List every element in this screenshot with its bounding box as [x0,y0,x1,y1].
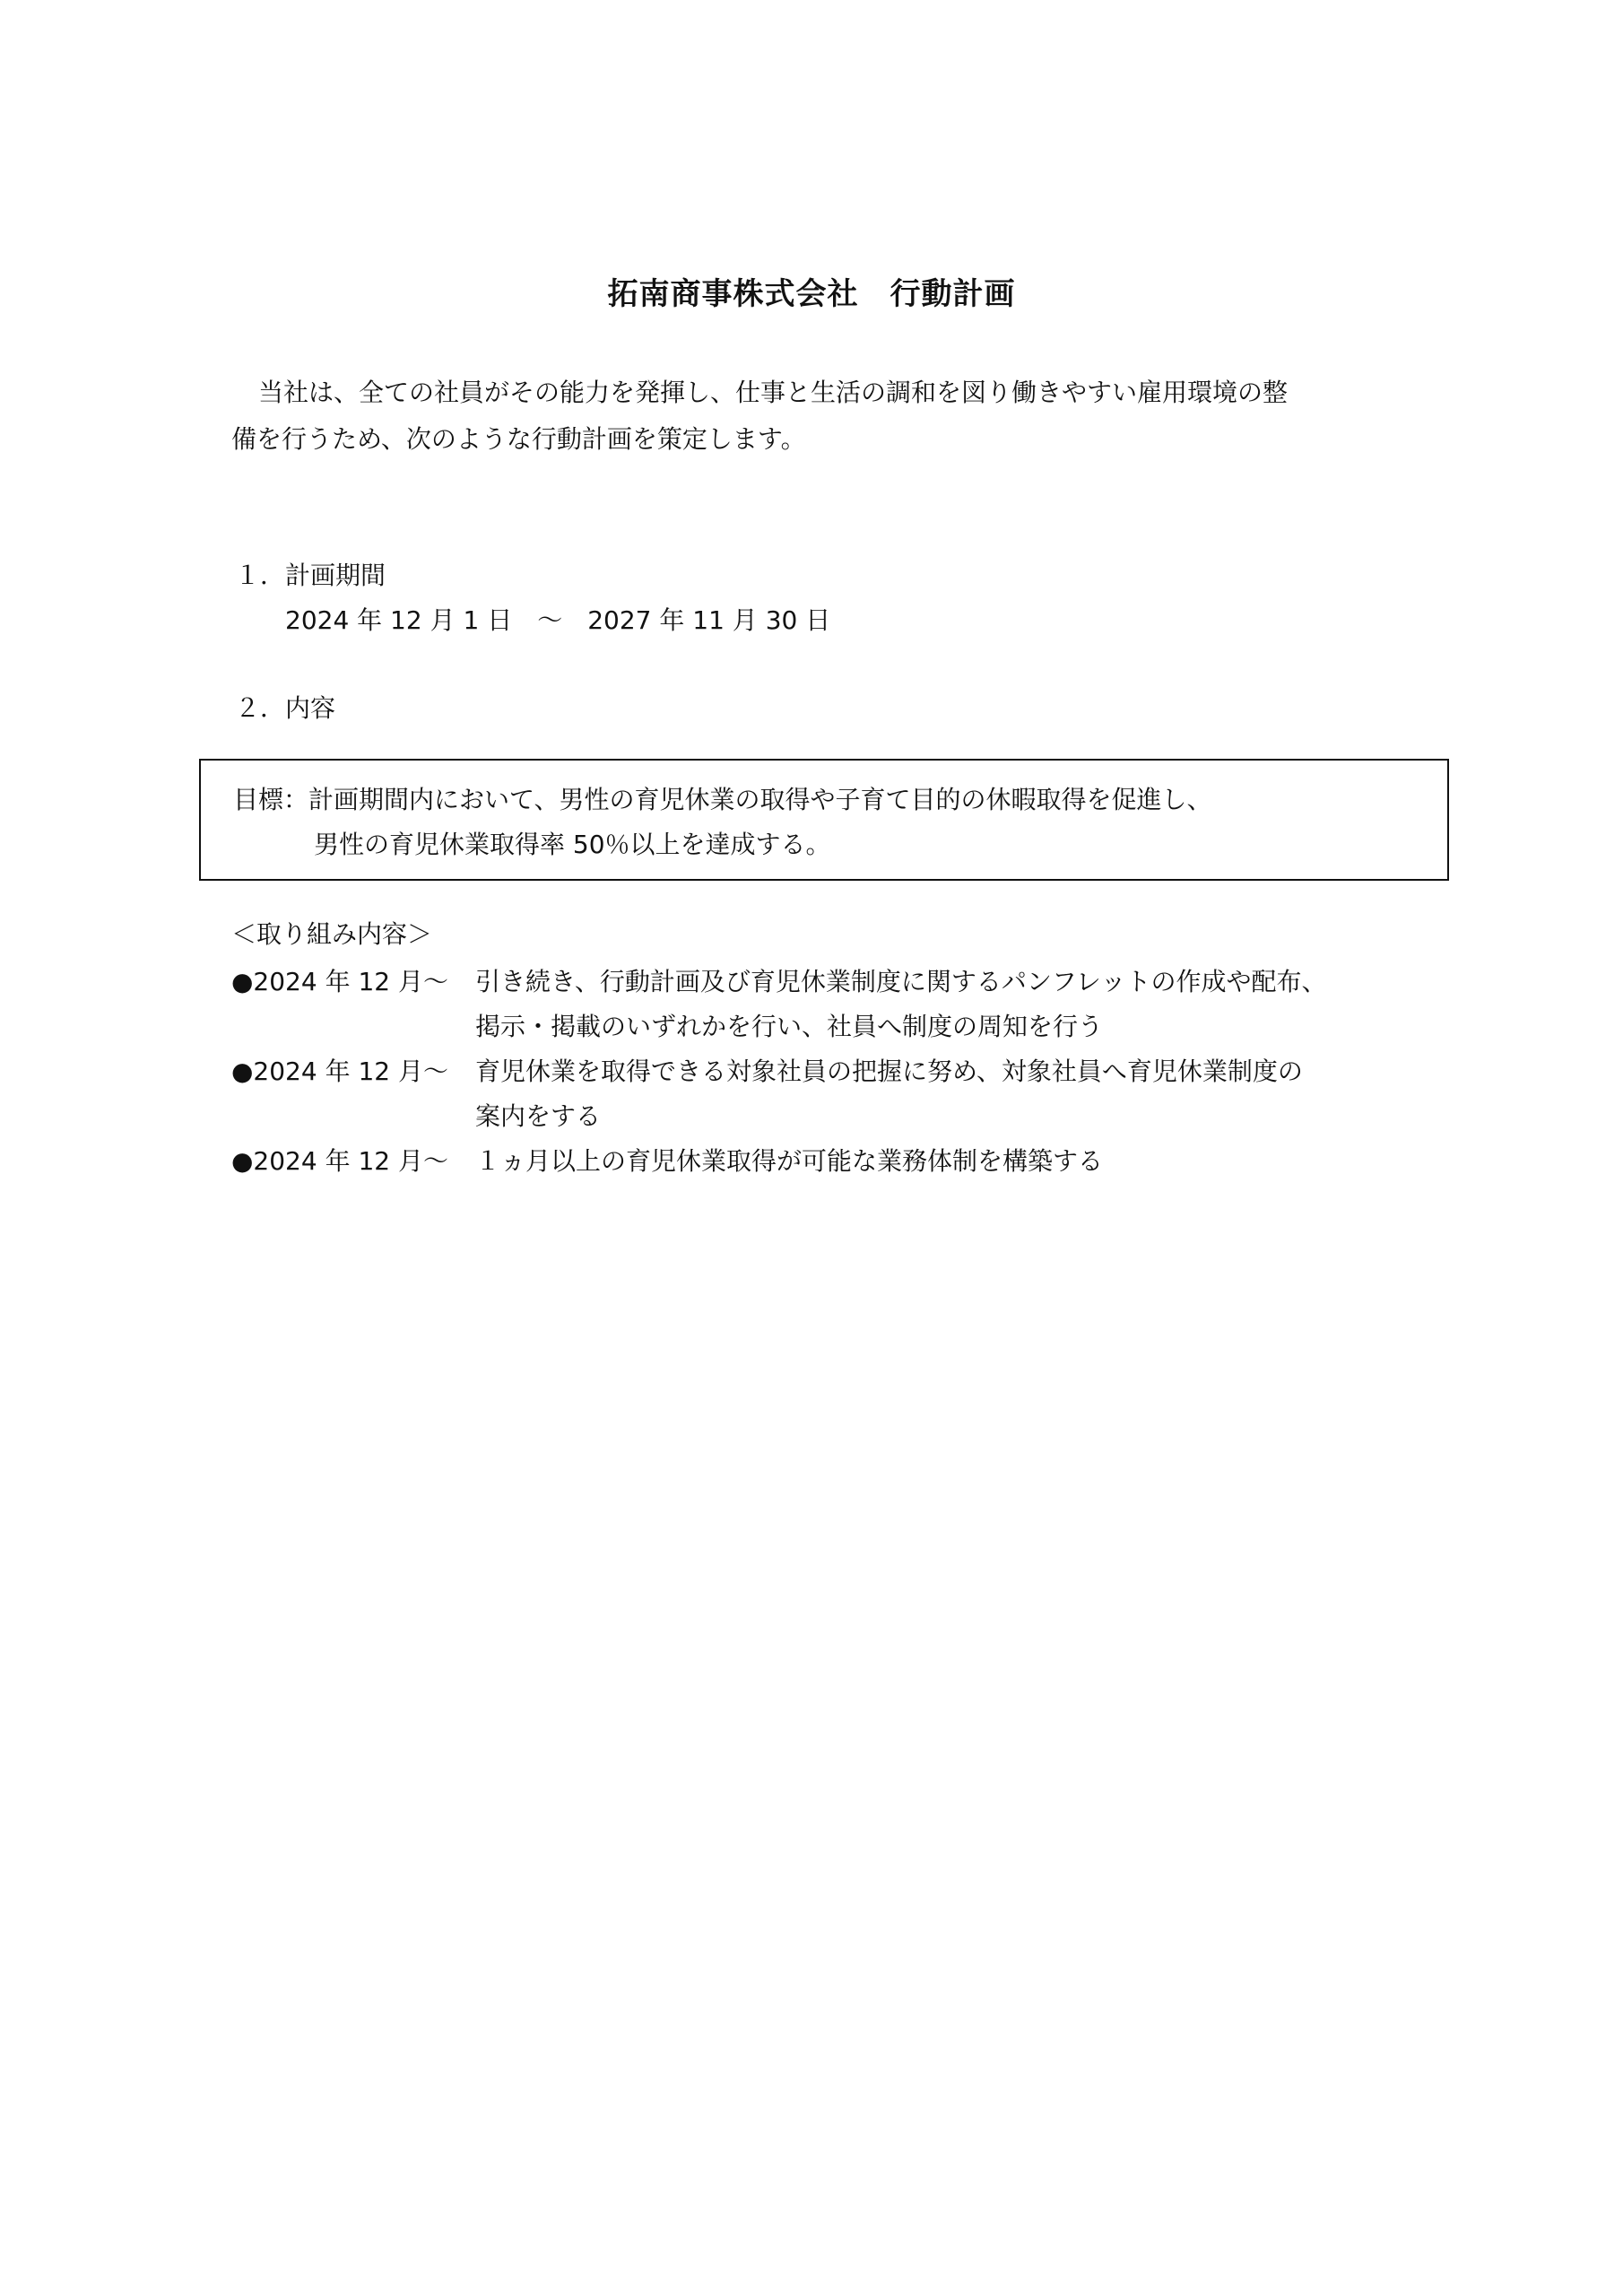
initiative-description [475,1049,1451,1139]
plan-period-text: 2024 年 12 月 1 日 ～ 2027 年 11 月 30 日 [285,605,831,635]
initiative-item [231,960,1451,1049]
intro-paragraph [231,370,1397,463]
initiative-date: ●2024 年 12 月～ [231,1146,449,1176]
section-content-heading: ２．内容 [235,693,336,723]
initiative-line: １ヵ月以上の育児休業取得が可能な業務体制を構築する [475,1146,1104,1176]
document-title: 拓南商事株式会社 行動計画 [607,276,1016,312]
intro-line-1: 当社は、全ての社員がその能力を発揮し、仕事と生活の調和を図り働きやすい雇用環境の整 [258,378,1289,407]
initiative-line: 掲示・掲載のいずれかを行い、社員へ制度の周知を行う [475,1012,1104,1041]
goal-line-2: 男性の育児休業取得率 50％以上を達成する。 [314,830,831,859]
initiatives-list [231,960,1451,1184]
goal-line-1: 目標：計画期間内において、男性の育児休業の取得や子育て目的の休暇取得を促進し、 [233,785,1212,814]
section-plan-period-heading: １．計画期間 [235,561,386,590]
intro-line-2: 備を行うため、次のような行動計画を策定します。 [231,424,806,454]
initiative-item [231,1049,1451,1139]
initiative-date: ●2024 年 12 月～ [231,1057,449,1086]
initiative-line: 育児休業を取得できる対象社員の把握に努め、対象社員へ育児休業制度の [475,1057,1303,1086]
initiative-line: 案内をする [475,1101,602,1131]
goal-box [199,759,1449,881]
initiative-description [475,1139,1451,1184]
initiative-date: ●2024 年 12 月～ [231,967,449,996]
initiative-description [475,960,1451,1049]
initiative-item [231,1139,1451,1184]
initiatives-heading: ＜取り組み内容＞ [231,919,433,949]
initiative-line: 引き続き、行動計画及び育児休業制度に関するパンフレットの作成や配布、 [475,967,1327,996]
